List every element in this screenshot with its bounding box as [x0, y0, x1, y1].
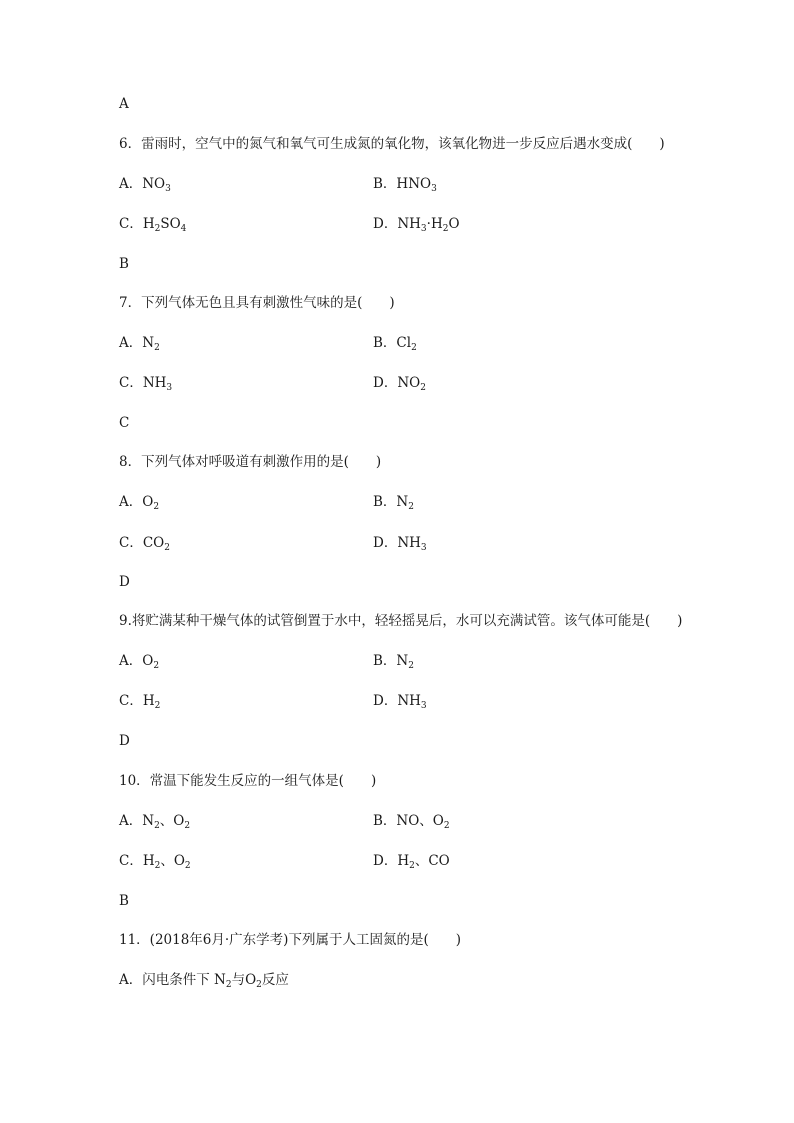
option-9d: D．$NH_3$	[373, 693, 427, 711]
question-8: 8．下列气体对呼吸道有刺激作用的是( )	[119, 454, 382, 470]
question-9: 9.将贮满某种干燥气体的试管倒置于水中，轻轻摇晃后，水可以充满试管。该气体可能是( )	[119, 613, 683, 629]
answer-10: B	[119, 893, 129, 909]
option-7a: A．$N_2$	[119, 335, 160, 353]
option-10b: B．NO、$O_2$	[373, 813, 450, 831]
option-10d: D．$H_2$、CO	[373, 853, 450, 871]
option-7d: D．$NO_2$	[373, 375, 426, 393]
option-8b: B．$N_2$	[373, 494, 414, 512]
question-7: 7．下列气体无色且具有刺激性气味的是( )	[119, 295, 395, 311]
option-10a: A．$N_2$、$O_2$	[119, 813, 191, 831]
answer-9: D	[119, 733, 130, 749]
option-8d: D．$NH_3$	[373, 535, 427, 553]
option-7b: B．$Cl_2$	[373, 335, 417, 353]
option-8c: C．$CO_2$	[119, 535, 170, 553]
option-9b: B．$N_2$	[373, 653, 414, 671]
answer-6: B	[119, 256, 129, 272]
option-6a: A．$NO_3$	[119, 176, 171, 194]
option-7c: C．$NH_3$	[119, 375, 173, 393]
question-11: 11．(2018年6月·广东学考)下列属于人工固氮的是( )	[119, 932, 461, 948]
answer-8: D	[119, 574, 130, 590]
option-6d: D．$NH_3\cdot H_2O$	[373, 216, 460, 234]
option-9c: C．$H_2$	[119, 693, 161, 711]
option-9a: A．$O_2$	[119, 653, 160, 671]
question-6: 6．雷雨时，空气中的氮气和氧气可生成氮的氧化物，该氧化物进一步反应后遇水变成( )	[119, 136, 665, 152]
question-10: 10．常温下能发生反应的一组气体是( )	[119, 773, 377, 789]
option-11a: A．闪电条件下 $N_2$与$O_2$反应	[119, 972, 289, 990]
option-6c: C．$H_2SO_4$	[119, 216, 187, 234]
answer-5: A	[119, 96, 129, 112]
option-10c: C．$H_2$、$O_2$	[119, 853, 191, 871]
answer-7: C	[119, 415, 130, 431]
option-8a: A．$O_2$	[119, 494, 160, 512]
option-6b: B．$HNO_3$	[373, 176, 437, 194]
